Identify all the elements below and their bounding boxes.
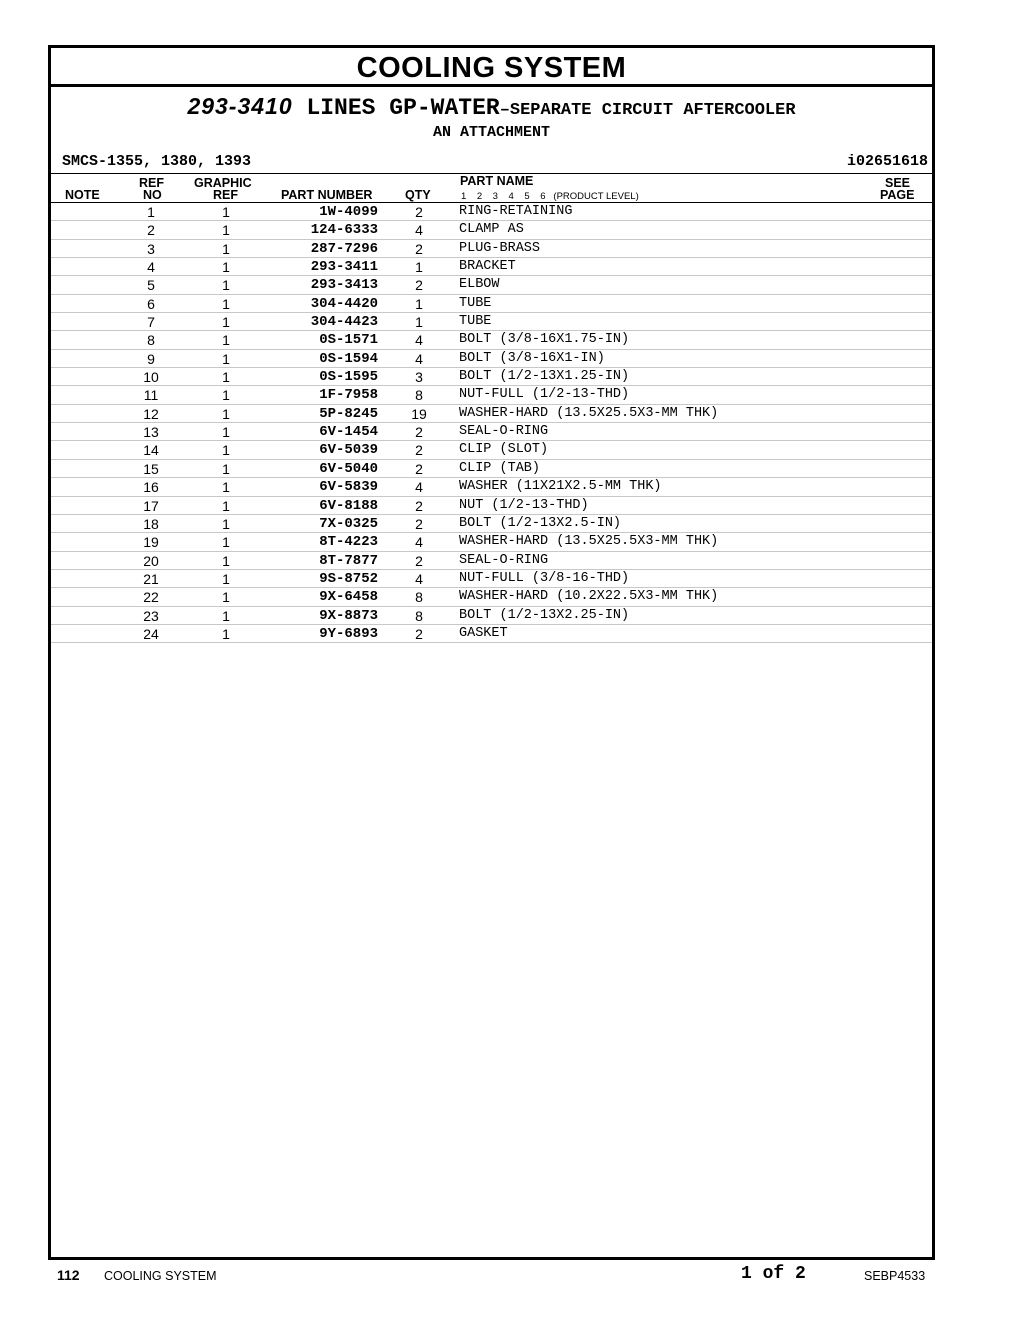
part-name: NUT-FULL (1/2-13-THD) bbox=[459, 387, 630, 403]
ref-no: 3 bbox=[147, 240, 155, 257]
graphic-ref: 1 bbox=[222, 460, 230, 477]
qty: 2 bbox=[415, 277, 423, 294]
footer-doc-id: SEBP4533 bbox=[864, 1269, 926, 1283]
graphic-ref: 1 bbox=[222, 405, 230, 422]
graphic-ref: 1 bbox=[222, 607, 230, 624]
smcs-row bbox=[51, 151, 932, 174]
part-number: 8T-4223 bbox=[319, 534, 378, 551]
qty: 4 bbox=[415, 222, 423, 239]
graphic-ref: 1 bbox=[222, 387, 230, 404]
table-row bbox=[51, 368, 932, 386]
table-row bbox=[51, 588, 932, 606]
part-number: 0S-1571 bbox=[319, 332, 378, 349]
table-row bbox=[51, 533, 932, 551]
qty: 4 bbox=[415, 350, 423, 367]
table-row bbox=[51, 552, 932, 570]
ref-no: 4 bbox=[147, 259, 155, 276]
ref-no: 20 bbox=[143, 552, 159, 569]
part-number: 9X-8873 bbox=[319, 607, 378, 624]
header-see: SEE bbox=[885, 176, 911, 190]
graphic-ref: 1 bbox=[222, 625, 230, 642]
ref-no: 15 bbox=[143, 460, 159, 477]
table-row bbox=[51, 295, 932, 313]
page-title: COOLING SYSTEM bbox=[51, 48, 932, 87]
graphic-ref: 1 bbox=[222, 222, 230, 239]
part-number: 8T-7877 bbox=[319, 552, 378, 569]
part-name: BOLT (1/2-13X2.5-IN) bbox=[459, 515, 622, 531]
ref-no: 10 bbox=[143, 369, 159, 386]
part-name: WASHER-HARD (13.5X25.5X3-MM THK) bbox=[459, 534, 719, 550]
part-number: 6V-8188 bbox=[319, 497, 378, 514]
part-number: 5P-8245 bbox=[319, 405, 378, 422]
ref-no: 2 bbox=[147, 222, 155, 239]
table-row bbox=[51, 240, 932, 258]
part-name: BOLT (3/8-16X1.75-IN) bbox=[459, 332, 630, 348]
part-name: NUT-FULL (3/8-16-THD) bbox=[459, 570, 630, 586]
group-suffix: –SEPARATE CIRCUIT AFTERCOOLER bbox=[499, 101, 796, 120]
graphic-ref: 1 bbox=[222, 259, 230, 276]
ref-no: 8 bbox=[147, 332, 155, 349]
part-name: CLIP (TAB) bbox=[459, 460, 541, 476]
header-graphic: GRAPHIC bbox=[194, 176, 252, 190]
ref-no: 12 bbox=[143, 405, 159, 422]
table-row bbox=[51, 276, 932, 294]
part-number: 0S-1595 bbox=[319, 369, 378, 386]
ref-no: 16 bbox=[143, 479, 159, 496]
header-graphic-ref: REF bbox=[213, 188, 238, 202]
qty: 2 bbox=[415, 515, 423, 532]
table-row bbox=[51, 515, 932, 533]
ref-no: 19 bbox=[143, 534, 159, 551]
table-row bbox=[51, 625, 932, 643]
table-row bbox=[51, 405, 932, 423]
page-footer bbox=[0, 1264, 1020, 1288]
graphic-ref: 1 bbox=[222, 424, 230, 441]
part-number: 304-4420 bbox=[310, 295, 378, 312]
ref-no: 11 bbox=[143, 387, 159, 404]
table-row bbox=[51, 460, 932, 478]
part-name: RING-RETAINING bbox=[459, 204, 573, 219]
part-name: WASHER-HARD (10.2X22.5X3-MM THK) bbox=[459, 589, 719, 605]
part-name: TUBE bbox=[459, 314, 492, 330]
table-row bbox=[51, 331, 932, 349]
part-number: 304-4423 bbox=[310, 314, 378, 331]
graphic-ref: 1 bbox=[222, 277, 230, 294]
header-page: PAGE bbox=[880, 188, 915, 202]
ref-no: 22 bbox=[143, 589, 159, 606]
qty: 2 bbox=[415, 442, 423, 459]
qty: 2 bbox=[415, 240, 423, 257]
smcs-codes: SMCS-1355, 1380, 1393 bbox=[62, 153, 252, 170]
part-number: 0S-1594 bbox=[319, 350, 378, 367]
qty: 3 bbox=[415, 369, 423, 386]
ref-no: 13 bbox=[143, 424, 159, 441]
ref-no: 14 bbox=[143, 442, 159, 459]
ref-no: 7 bbox=[147, 314, 155, 331]
graphic-ref: 1 bbox=[222, 589, 230, 606]
part-number: 1F-7958 bbox=[319, 387, 378, 404]
qty: 1 bbox=[415, 259, 423, 276]
header-note: NOTE bbox=[65, 188, 100, 202]
table-row bbox=[51, 478, 932, 496]
part-name: PLUG-BRASS bbox=[459, 240, 541, 256]
part-name: BRACKET bbox=[459, 259, 516, 275]
part-name: ELBOW bbox=[459, 277, 500, 293]
group-name: LINES GP-WATER bbox=[306, 95, 500, 121]
graphic-ref: 1 bbox=[222, 204, 230, 220]
graphic-ref: 1 bbox=[222, 515, 230, 532]
qty: 8 bbox=[415, 387, 423, 404]
table-row bbox=[51, 350, 932, 368]
qty: 8 bbox=[415, 607, 423, 624]
graphic-ref: 1 bbox=[222, 479, 230, 496]
part-name: CLAMP AS bbox=[459, 222, 524, 238]
part-name: WASHER-HARD (13.5X25.5X3-MM THK) bbox=[459, 405, 719, 421]
part-name: GASKET bbox=[459, 625, 508, 641]
header-product-levels: 1 2 3 4 5 6 (PRODUCT LEVEL) bbox=[461, 191, 639, 202]
part-name: SEAL-O-RING bbox=[459, 424, 549, 440]
qty: 1 bbox=[415, 295, 423, 312]
ref-no: 18 bbox=[143, 515, 159, 532]
part-name: NUT (1/2-13-THD) bbox=[459, 497, 589, 513]
header-no: NO bbox=[143, 188, 162, 202]
part-number: 9S-8752 bbox=[319, 570, 378, 587]
group-title bbox=[51, 93, 932, 124]
header-part-name: PART NAME bbox=[460, 174, 534, 188]
ref-no: 23 bbox=[143, 607, 159, 624]
part-number: 6V-5039 bbox=[319, 442, 378, 459]
part-name: BOLT (3/8-16X1-IN) bbox=[459, 350, 605, 366]
part-number: 6V-5040 bbox=[319, 460, 378, 477]
part-number: 6V-5839 bbox=[319, 479, 378, 496]
table-row bbox=[51, 441, 932, 459]
graphic-ref: 1 bbox=[222, 552, 230, 569]
qty: 2 bbox=[415, 625, 423, 642]
part-number: 287-7296 bbox=[310, 240, 378, 257]
part-number: 293-3411 bbox=[310, 259, 378, 276]
table-header bbox=[51, 174, 932, 203]
qty: 2 bbox=[415, 552, 423, 569]
footer-section: COOLING SYSTEM bbox=[104, 1269, 217, 1283]
ref-no: 6 bbox=[147, 295, 155, 312]
attachment-label: AN ATTACHMENT bbox=[432, 124, 551, 141]
graphic-ref: 1 bbox=[222, 350, 230, 367]
part-name: BOLT (1/2-13X1.25-IN) bbox=[459, 369, 630, 385]
header-qty: QTY bbox=[405, 188, 431, 202]
qty: 8 bbox=[415, 589, 423, 606]
part-number: 6V-1454 bbox=[319, 424, 378, 441]
graphic-ref: 1 bbox=[222, 442, 230, 459]
part-number: 293-3413 bbox=[310, 277, 378, 294]
table-row bbox=[51, 386, 932, 404]
footer-page-of: 1 of 2 bbox=[741, 1264, 806, 1284]
qty: 2 bbox=[415, 497, 423, 514]
part-number: 1W-4099 bbox=[319, 204, 378, 220]
graphic-ref: 1 bbox=[222, 534, 230, 551]
ref-no: 24 bbox=[143, 625, 159, 642]
illustration-id: i02651618 bbox=[846, 153, 928, 170]
ref-no: 21 bbox=[143, 570, 159, 587]
qty: 19 bbox=[411, 405, 427, 422]
table-row bbox=[51, 423, 932, 441]
graphic-ref: 1 bbox=[222, 314, 230, 331]
graphic-ref: 1 bbox=[222, 240, 230, 257]
ref-no: 5 bbox=[147, 277, 155, 294]
ref-no: 17 bbox=[143, 497, 159, 514]
ref-no: 1 bbox=[147, 204, 155, 220]
table-row bbox=[51, 313, 932, 331]
part-name: SEAL-O-RING bbox=[459, 552, 549, 568]
table-row bbox=[51, 221, 932, 239]
ref-no: 9 bbox=[147, 350, 155, 367]
qty: 4 bbox=[415, 479, 423, 496]
part-number: 7X-0325 bbox=[319, 515, 378, 532]
group-number: 293-3410 bbox=[187, 93, 293, 119]
part-number: 9X-6458 bbox=[319, 589, 378, 606]
graphic-ref: 1 bbox=[222, 570, 230, 587]
table-row bbox=[51, 203, 932, 221]
table-row bbox=[51, 258, 932, 276]
part-number: 124-6333 bbox=[310, 222, 378, 239]
parts-table-body bbox=[51, 203, 932, 643]
qty: 2 bbox=[415, 460, 423, 477]
table-row bbox=[51, 497, 932, 515]
part-name: BOLT (1/2-13X2.25-IN) bbox=[459, 607, 630, 623]
qty: 2 bbox=[415, 204, 423, 220]
page-frame bbox=[48, 45, 935, 1260]
part-name: WASHER (11X21X2.5-MM THK) bbox=[459, 479, 662, 495]
qty: 2 bbox=[415, 424, 423, 441]
qty: 4 bbox=[415, 332, 423, 349]
table-row bbox=[51, 607, 932, 625]
qty: 4 bbox=[415, 534, 423, 551]
graphic-ref: 1 bbox=[222, 497, 230, 514]
table-row bbox=[51, 570, 932, 588]
graphic-ref: 1 bbox=[222, 295, 230, 312]
qty: 4 bbox=[415, 570, 423, 587]
footer-page-number: 112 bbox=[57, 1267, 80, 1283]
graphic-ref: 1 bbox=[222, 332, 230, 349]
part-name: CLIP (SLOT) bbox=[459, 442, 549, 458]
qty: 1 bbox=[415, 314, 423, 331]
header-ref: REF bbox=[139, 176, 164, 190]
part-number: 9Y-6893 bbox=[319, 625, 378, 642]
part-name: TUBE bbox=[459, 295, 492, 311]
header-part-number: PART NUMBER bbox=[281, 188, 373, 202]
graphic-ref: 1 bbox=[222, 369, 230, 386]
